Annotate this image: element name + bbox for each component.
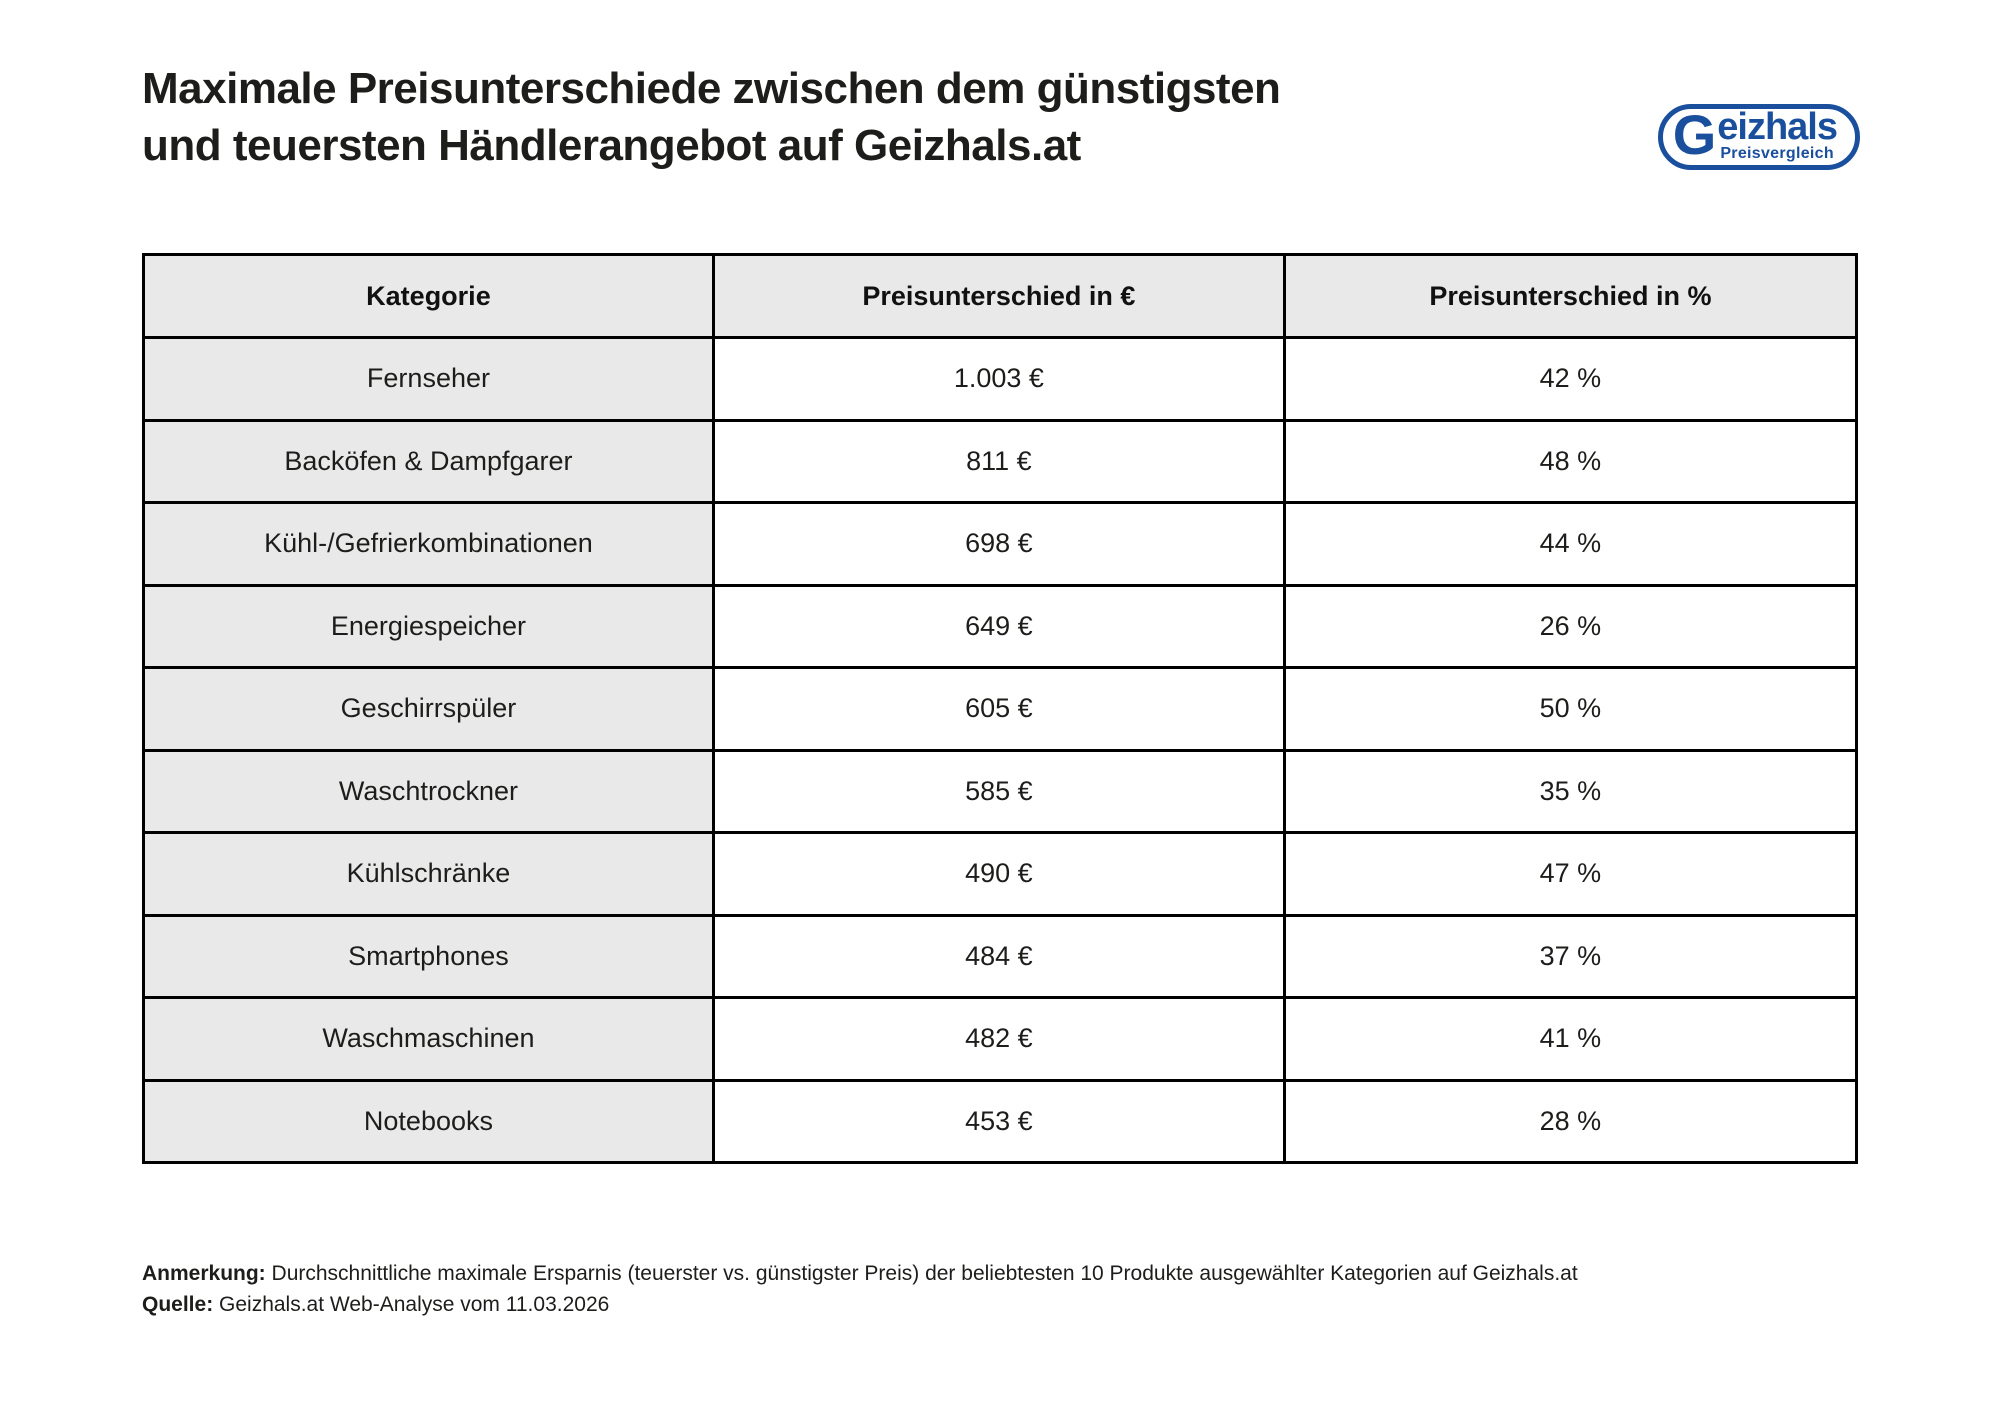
table-body [144,338,1857,1163]
percent-cell: 47 % [1284,833,1856,916]
euro-cell: 453 € [713,1080,1284,1163]
table-row [144,668,1857,751]
note-line [142,1258,1578,1289]
header-preisunterschied-prozent: Preisunterschied in % [1284,255,1856,338]
table-row [144,503,1857,586]
category-cell: Waschtrockner [144,750,714,833]
euro-cell: 649 € [713,585,1284,668]
percent-cell: 42 % [1284,338,1856,421]
euro-cell: 605 € [713,668,1284,751]
euro-cell: 482 € [713,998,1284,1081]
euro-cell: 698 € [713,503,1284,586]
category-cell: Geschirrspüler [144,668,714,751]
geizhals-logo [1658,104,1860,170]
geizhals-logo-wordmark: eizhals [1717,106,1837,149]
category-cell: Energiespeicher [144,585,714,668]
source-text: Geizhals.at Web-Analyse vom 11.03.2026 [213,1293,610,1316]
geizhals-logo-text [1717,106,1837,162]
header-kategorie: Kategorie [144,255,714,338]
percent-cell: 50 % [1284,668,1856,751]
table-header-row [144,255,1857,338]
category-cell: Smartphones [144,915,714,998]
category-cell: Kühlschränke [144,833,714,916]
source-label: Quelle: [142,1293,214,1316]
page-title [142,60,1280,174]
table-row [144,420,1857,503]
percent-cell: 44 % [1284,503,1856,586]
table-row [144,585,1857,668]
page-title-line2: und teuersten Händlerangebot auf Geizhals.at [142,121,1081,170]
page-title-line1: Maximale Preisunterschiede zwischen dem günstigsten [142,64,1281,113]
euro-cell: 585 € [713,750,1284,833]
percent-cell: 37 % [1284,915,1856,998]
percent-cell: 48 % [1284,420,1856,503]
category-cell: Kühl-/Gefrierkombinationen [144,503,714,586]
euro-cell: 811 € [713,420,1284,503]
price-difference-table [142,253,1858,1164]
percent-cell: 28 % [1284,1080,1856,1163]
percent-cell: 35 % [1284,750,1856,833]
geizhals-logo-subtitle: Preisvergleich [1720,144,1834,162]
table-row [144,750,1857,833]
euro-cell: 1.003 € [713,338,1284,421]
euro-cell: 484 € [713,915,1284,998]
footnotes [142,1258,1578,1320]
table-header [144,255,1857,338]
header-preisunterschied-euro: Preisunterschied in € [713,255,1284,338]
percent-cell: 41 % [1284,998,1856,1081]
category-cell: Fernseher [144,338,714,421]
table-row [144,1080,1857,1163]
source-line [142,1289,1578,1320]
category-cell: Backöfen & Dampfgarer [144,420,714,503]
category-cell: Notebooks [144,1080,714,1163]
geizhals-logo-g-letter: G [1672,103,1717,167]
euro-cell: 490 € [713,833,1284,916]
table-row [144,338,1857,421]
table-row [144,998,1857,1081]
category-cell: Waschmaschinen [144,998,714,1081]
note-text: Durchschnittliche maximale Ersparnis (teuerster vs. günstigster Preis) der beliebtesten 10 Produkte ausgewählter Kategorien auf Geizhals.at [265,1262,1578,1285]
percent-cell: 26 % [1284,585,1856,668]
table-row [144,833,1857,916]
note-label: Anmerkung: [142,1262,266,1285]
table-row [144,915,1857,998]
